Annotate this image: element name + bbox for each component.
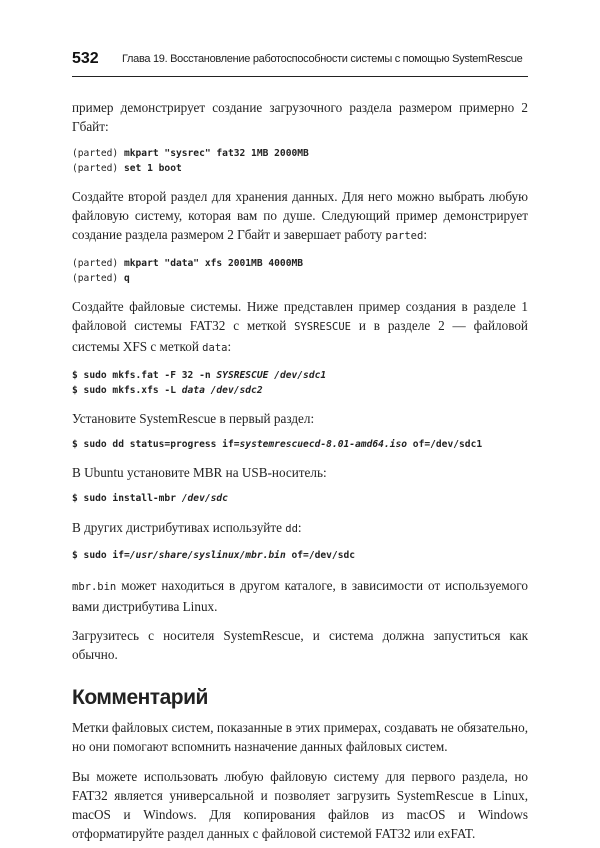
code-line	[72, 548, 528, 563]
inline-code: parted	[385, 230, 424, 242]
paragraph-second-partition	[72, 187, 528, 246]
code-command: $ sudo dd status=progress if=	[72, 439, 240, 450]
paragraph-boot: Загрузитесь с носителя SystemRescue, и система должна запуститься как обычно.	[72, 628, 528, 662]
paragraph-text: :	[227, 339, 232, 354]
code-prompt: (parted)	[72, 163, 124, 174]
code-argument: systemrescuecd-8.01-amd64.iso	[239, 439, 408, 450]
inline-code: dd	[285, 523, 298, 535]
code-argument: /dev/sdc	[181, 493, 228, 504]
code-line	[72, 368, 528, 383]
code-prompt: (parted)	[72, 148, 124, 159]
paragraph-text: Создайте файловые системы. Ниже представлен пример создания в разделе 1 файловой системы FAT32 с меткой	[72, 299, 528, 333]
code-argument: data /dev/sdc2	[181, 385, 263, 396]
inline-code: data	[202, 342, 228, 354]
paragraph-install: Установите SystemRescue в первый раздел:	[72, 411, 315, 426]
page-header	[72, 50, 528, 77]
code-block-dd	[72, 437, 528, 452]
code-command: q	[123, 273, 130, 284]
paragraph-other-distros	[72, 518, 528, 539]
code-command: $ sudo mkfs.fat -F 32 -n	[72, 370, 217, 381]
code-line	[72, 491, 528, 506]
page-content	[72, 98, 528, 843]
code-line	[72, 161, 528, 176]
code-block-parted-2	[72, 256, 528, 286]
code-block-mkfs	[72, 368, 528, 398]
code-command: mkpart "sysrec" fat32 1MB 2000MB	[123, 148, 309, 159]
code-argument: /usr/share/syslinux/mbr.bin	[129, 550, 286, 561]
code-block-if-mbr	[72, 548, 528, 563]
paragraph-fat32-note: Вы можете использовать любую файловую систему для первого раздела, но FAT32 является универсальной и позволяет загрузить SystemRescue в Linux, macOS и Windows. Для копирования файлов из macOS и Windows отформатируйте раздел данных с файловой системой FAT32 или exFAT.	[72, 769, 528, 841]
paragraph-ubuntu-mbr: В Ubuntu установите MBR на USB-носитель:	[72, 465, 327, 480]
code-prompt: (parted)	[72, 273, 124, 284]
code-command: of=/dev/sdc1	[407, 439, 483, 450]
code-block-install-mbr	[72, 491, 528, 506]
code-command: of=/dev/sdc	[285, 550, 356, 561]
code-line	[72, 383, 528, 398]
code-argument: SYSRESCUE /dev/sdc1	[216, 370, 327, 381]
paragraph-create-fs	[72, 297, 528, 358]
paragraph-text-end: :	[423, 227, 427, 242]
paragraph-text: и в разделе 2 — файловой системы XFS с меткой	[72, 318, 528, 354]
paragraph-text: В других дистрибутивах используйте	[72, 520, 286, 535]
inline-code: mbr.bin	[72, 581, 117, 593]
paragraph-mbr-location	[72, 576, 528, 616]
code-block-parted-1	[72, 146, 528, 176]
code-command: mkpart "data" xfs 2001MB 4000MB	[123, 258, 304, 269]
code-command: $ sudo install-mbr	[72, 493, 182, 504]
paragraph-intro: пример демонстрирует создание загрузочного раздела размером примерно 2 Гбайт:	[72, 100, 528, 134]
paragraph-labels-note: Метки файловых систем, показанные в этих примерах, создавать не обязательно, но они помогают вспомнить назначение данных файловых систем.	[72, 720, 528, 754]
code-line	[72, 256, 528, 271]
code-prompt: (parted)	[72, 258, 124, 269]
paragraph-text: Создайте второй раздел для хранения данных. Для него можно выбрать любую файловую систему, которая вам по душе. Следующий пример демонстрирует создание раздела размером 2 Гбайт и завершает работу	[72, 189, 528, 242]
page-number: 532	[72, 50, 99, 67]
inline-code: SYSRESCUE	[294, 321, 352, 333]
section-heading: Комментарий	[72, 686, 208, 709]
code-command: $ sudo mkfs.xfs -L	[72, 385, 182, 396]
paragraph-text-end: :	[297, 520, 302, 535]
code-command: $ sudo if=	[72, 550, 130, 561]
code-line	[72, 437, 528, 452]
chapter-title: Глава 19. Восстановление работоспособности системы с помощью SystemRescue	[122, 53, 523, 65]
code-command: set 1 boot	[123, 163, 182, 174]
code-line	[72, 271, 528, 286]
code-line	[72, 146, 528, 161]
paragraph-text: может находиться в другом каталоге, в зависимости от используемого вами дистрибутива Linux.	[72, 578, 528, 614]
